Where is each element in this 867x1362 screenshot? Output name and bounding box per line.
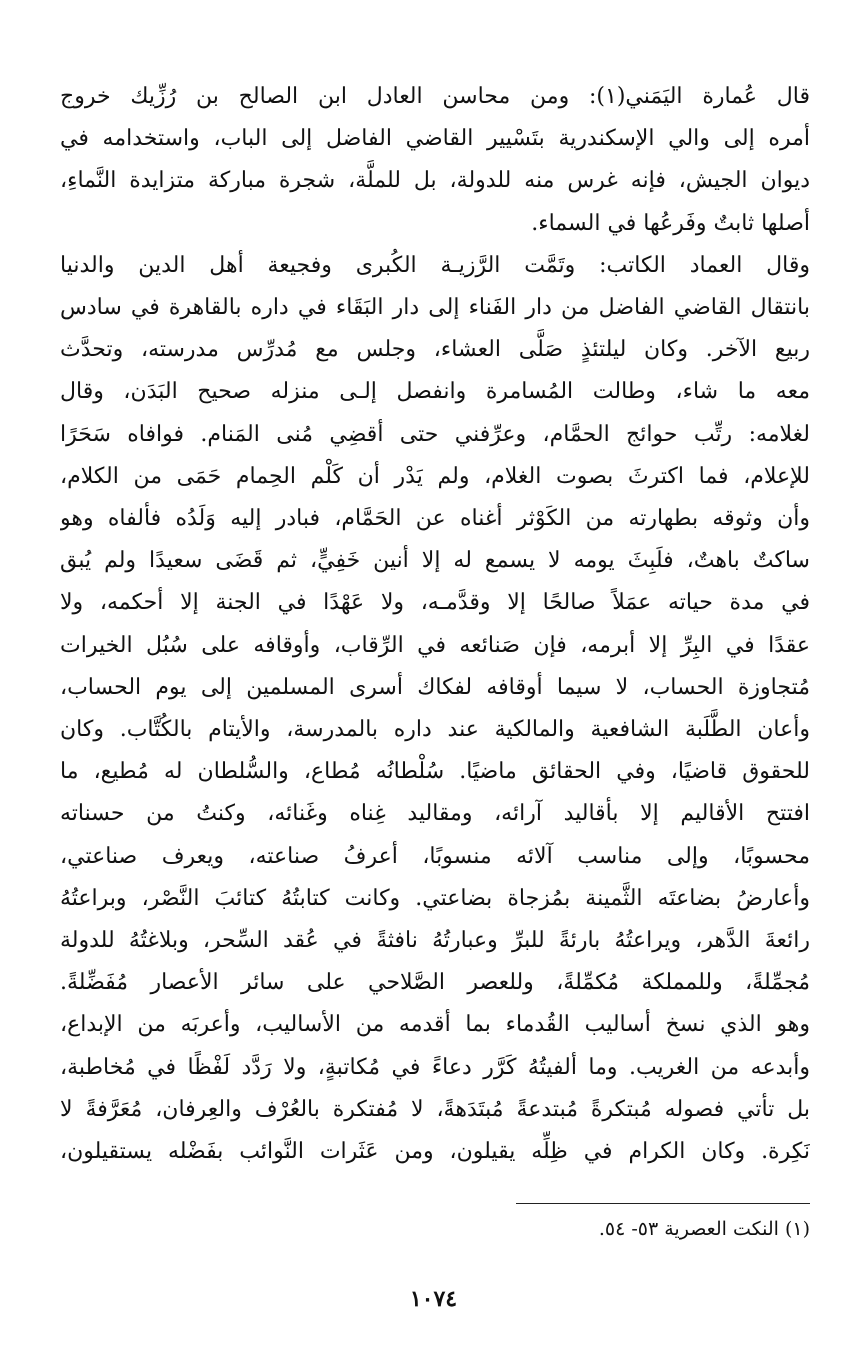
page-number: ١٠٧٤ [409,1286,458,1312]
text-line: محسوبًا، وإلى مناسب آلائه منسوبًا، أعرفُ صناعته، ويعرف صناعتي، [60,843,810,869]
text-line: مُتجاوزة الحساب، لا سيما أوقافه لفكاك أسرى المسلمين إلى يوم الحساب، [60,674,810,700]
text-line: بانتقال القاضي الفاضل من دار الفَناء إلى دار البَقَاء في داره بالقاهرة في سادس [60,295,810,321]
text-line: افتتح الأقاليم إلا بأقاليد آرائه، ومقاليد غِناه وغَنائه، وكنتُ من حسناته [60,801,810,827]
text-line: رائعةَ الدَّهر، ويراعتُهُ بارئةً للبرِّ وعبارتُهُ نافثةً في عُقد السِّحر، وبلاغتُهُ للدولة [60,928,810,954]
text-line: أمره إلى والي الإسكندرية بتَسْيير القاضي الفاضل إلى الباب، واستخدامه في [60,126,810,152]
paragraph-2 [60,245,810,1173]
footnote-divider [516,1203,810,1204]
text-line: وأعان الطَّلَبة الشافعية والمالكية عند داره بالمدرسة، والأيتام بالكُتَّاب. وكان [60,717,810,743]
text-line: ربيع الآخر. وكان ليلتئذٍ صَلَّى العشاء، وجلس مع مُدرِّس مدرسته، وتحدَّث [60,337,810,363]
text-line: وقال العماد الكاتب: وتَمَّت الرَّزيـة الكُبرى وفجيعة أهل الدين والدنيا [60,252,810,278]
text-line: نَكِرة. وكان الكرام في ظِلِّه يقيلون، ومن عَثَرات النَّوائب بفَضْله يستقيلون، [60,1139,810,1165]
main-text [60,76,810,1173]
text-line: وهو الذي نسخ أساليب القُدماء بما أقدمه من الأساليب، وأعربَه من الإبداع، [60,1012,810,1038]
text-line: ساكتٌ باهتٌ، فلَبِثَ يومه لا يسمع له إلا أنين خَفِيٍّ، ثم قَضَى سعيدًا ولم يُبق [60,548,810,574]
text-line: للحقوق قاضيًا، وفي الحقائق ماضيًا. سُلْطانُه مُطاع، والسُّلطان له مُطيع، ما [60,759,810,785]
text-line: قال عُمارة اليَمَني(١): ومن محاسن العادل ابن الصالح بن رُزِّيك خروج [60,84,810,109]
text-line: بل تأتي فصوله مُبتكرةً مُبتدعةً مُبتَدَهةً، لا مُفتكرة بالعُرْف والعِرفان، مُعَرَّفةً لا [60,1096,810,1122]
text-line: وأن وثوقه بطهارته من الكَوْثر أغناه عن الحَمَّام، فبادر إليه وَلَدُه فألفاه وهو [60,506,810,532]
text-line: معه ما شاء، وطالت المُسامرة وانفصل إلـى منزله صحيح البَدَن، وقال [60,379,810,405]
text-line: للإعلام، فما اكترثَ بصوت الغلام، ولم يَدْر أن كَلْم الحِمام حَمَى من الكلام، [60,463,810,489]
paragraph-1 [60,76,810,245]
text-line: لغلامه: رتِّب حوائج الحمَّام، وعرِّفني حتى أقضِي مُنى المَنام. فوافاه سَحَرًا [60,421,810,447]
text-line: مُجمِّلةً، وللمملكة مُكمِّلةً، وللعصر الصَّلاحي على سائر الأعصار مُفَضِّلةً. [60,970,810,996]
text-line: ديوان الجيش، فإنه غرس منه للدولة، بل للملَّة، شجرة مباركة متزايدة النَّماءِ، [60,168,810,194]
footnote: (١) النكت العصرية ٥٣- ٥٤. [598,1218,810,1240]
text-line: وأبدعه من الغريب. وما ألفيتُهُ كَرَّر دعاءً في مُكاتبةٍ، ولا رَدَّد لَفْظًا في مُخاطبة، [60,1054,810,1080]
text-line: وأعارضُ بضاعتَه الثَّمينة بمُزجاة بضاعتي. وكانت كتابتُهُ كتائبَ النَّصْر، وبراعتُهُ [60,885,810,911]
text-line: عقدًا في البِرِّ إلا أبرمه، فإن صَنائعه في الرِّقاب، وأوقافه على سُبُل الخيرات [60,632,810,658]
text-line: في مدة حياته عمَلاً صالحًا إلا وقدَّمـه، ولا عَهْدًا في الجنة إلا أحكمه، ولا [60,590,810,616]
text-line: أصلها ثابتٌ وفَرعُها في السماء. [531,210,810,236]
